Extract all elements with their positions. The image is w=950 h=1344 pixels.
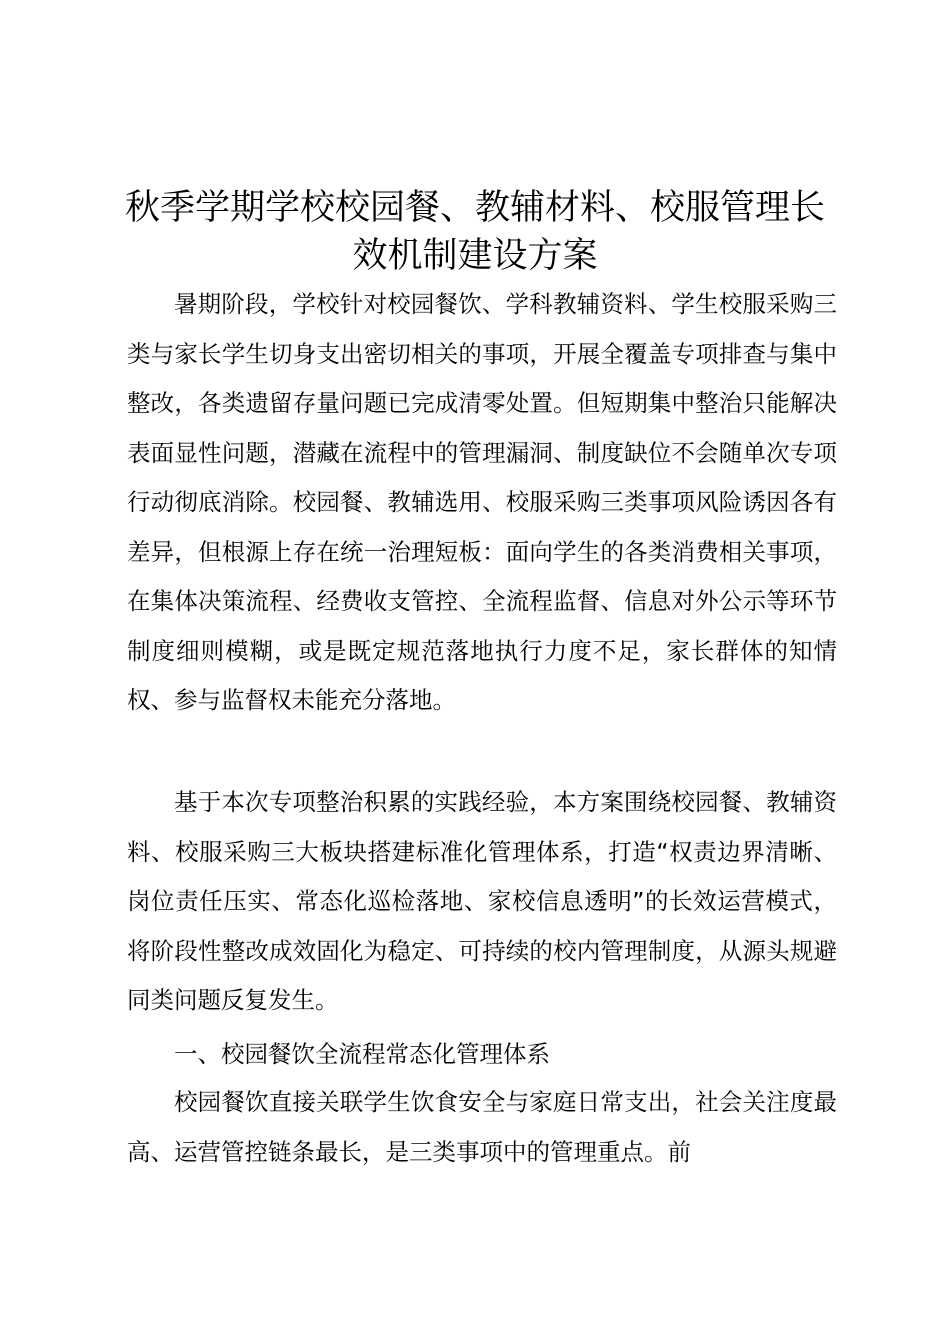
section-heading: 一、校园餐饮全流程常态化管理体系: [174, 1040, 550, 1068]
document-title-line1: 秋季学期学校校园餐、教辅材料、校服管理长: [124, 188, 825, 228]
document-title-line2: 效机制建设方案: [352, 236, 598, 276]
paragraph-intro: 暑期阶段，学校针对校园餐饮、学科教辅资料、学生校服采购三类与家长学生切身支出密切相关的事项，开展全覆盖专项排查与集中整改，各类遗留存量问题已完成清零处置。但短期集中整治只能解决表面显性问题，潜藏在流程中的管理漏洞、制度缺位不会随单次专项行动彻底消除。校园餐、教辅选用、校服采购三类事项风险诱因各有差异，但根源上存在统一治理短板：面向学生的各类消费相关事项，在集体决策流程、经费收支管控、全流程监督、信息对外公示等环节制度细则模糊，或是既定规范落地执行力度不足，家长群体的知情权、参与监督权未能充分落地。: [127, 290, 837, 714]
paragraph-approach: 基于本次专项整治积累的实践经验，本方案围绕校园餐、教辅资料、校服采购三大板块搭建标准化管理体系，打造“权责边界清晰、岗位责任压实、常态化巡检落地、家校信息透明”的长效运营模式，将阶段性整改成效固化为稳定、可持续的校内管理制度，从源头规避同类问题反复发生。: [127, 788, 837, 1014]
paragraph-section-one: 校园餐饮直接关联学生饮食安全与家庭日常支出，社会关注度最高、运营管控链条最长，是三类事项中的管理重点。前: [127, 1088, 837, 1166]
